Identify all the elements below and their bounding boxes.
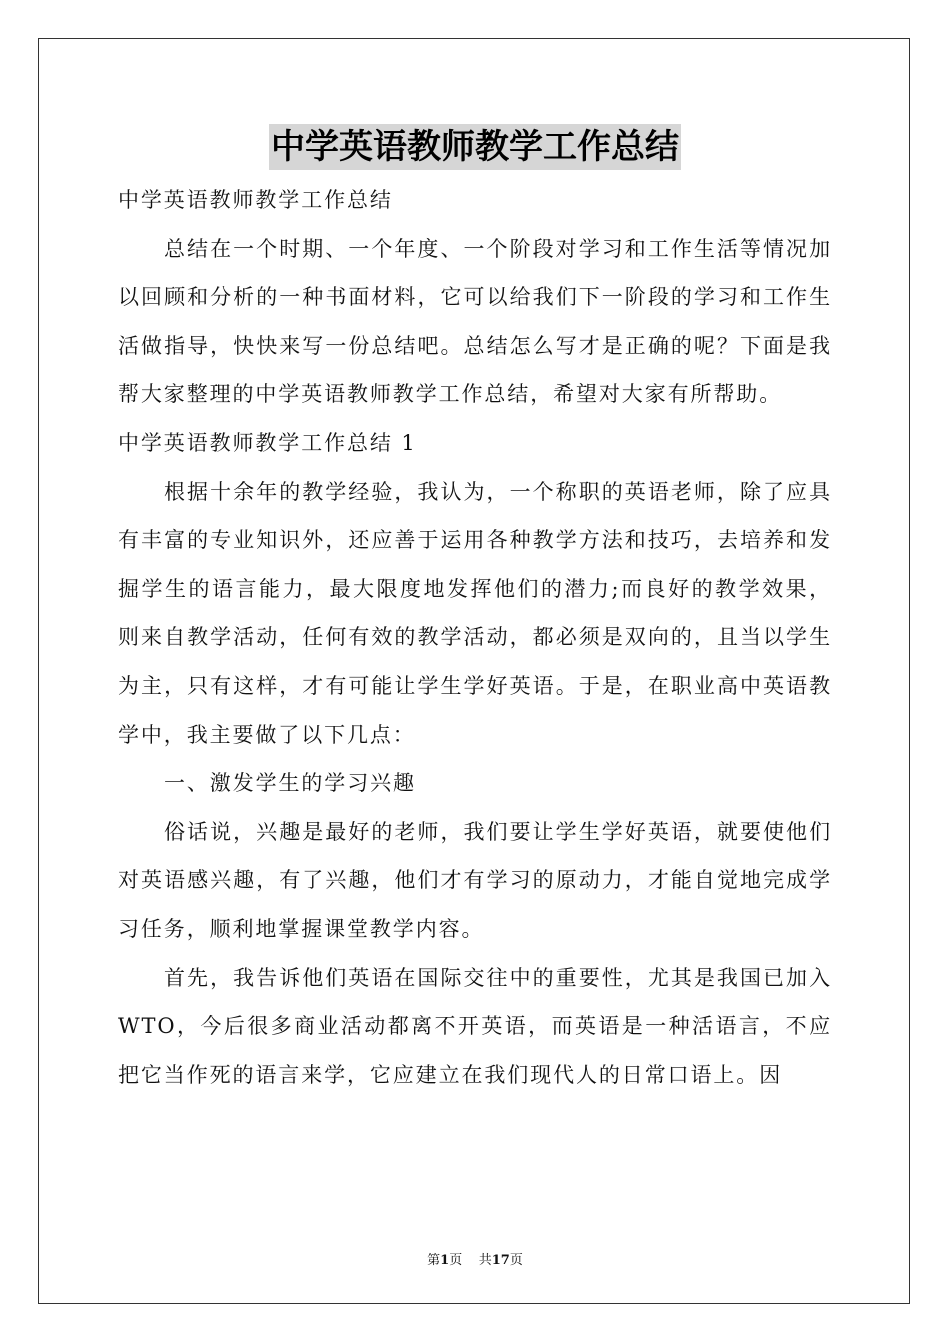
body-paragraph: 总结在一个时期、一个年度、一个阶段对学习和工作生活等情况加以回顾和分析的一种书面材料，它可以给我们下一阶段的学习和工作生活做指导，快快来写一份总结吧。总结怎么写才是正确的呢？下面是我帮大家整理的中学英语教师教学工作总结，希望对大家有所帮助。: [118, 236, 832, 407]
footer-total-suffix: 页: [509, 1253, 523, 1268]
body-paragraph: 一、激发学生的学习兴趣: [164, 771, 416, 796]
page-footer: [0, 1249, 950, 1268]
body-paragraph: 首先，我告诉他们英语在国际交往中的重要性，尤其是我国已加入WTO，今后很多商业活动都离不开英语，而英语是一种活语言，不应把它当作死的语言来学，它应建立在我们现代人的日常口语上。因: [118, 965, 832, 1087]
body-paragraph: 中学英语教师教学工作总结: [118, 188, 393, 212]
document-body: [118, 176, 832, 1099]
footer-page-prefix: 第: [427, 1253, 441, 1268]
footer-total-prefix: 共: [478, 1253, 492, 1268]
footer-page-number: 1: [440, 1253, 450, 1268]
body-paragraph: 中学英语教师教学工作总结 1: [118, 430, 417, 455]
footer-page-suffix: 页: [449, 1253, 463, 1268]
body-paragraph: 根据十余年的教学经验，我认为，一个称职的英语老师，除了应具有丰富的专业知识外，还应善于运用各种教学方法和技巧，去培养和发掘学生的语言能力，最大限度地发挥他们的潜力;而良好的教学效果，则来自教学活动，任何有效的教学活动，都必须是双向的，且当以学生为主，只有这样，才有可能让学生学好英语。于是，在职业高中英语教学中，我主要做了以下几点：: [118, 479, 832, 747]
title-wrap: [0, 124, 950, 170]
document-title: 中学英语教师教学工作总结: [269, 124, 681, 170]
footer-total-pages: 17: [491, 1253, 510, 1268]
body-paragraph: 俗话说，兴趣是最好的老师，我们要让学生学好英语，就要使他们对英语感兴趣，有了兴趣，他们才有学习的原动力，才能自觉地完成学习任务，顺利地掌握课堂教学内容。: [118, 819, 832, 941]
